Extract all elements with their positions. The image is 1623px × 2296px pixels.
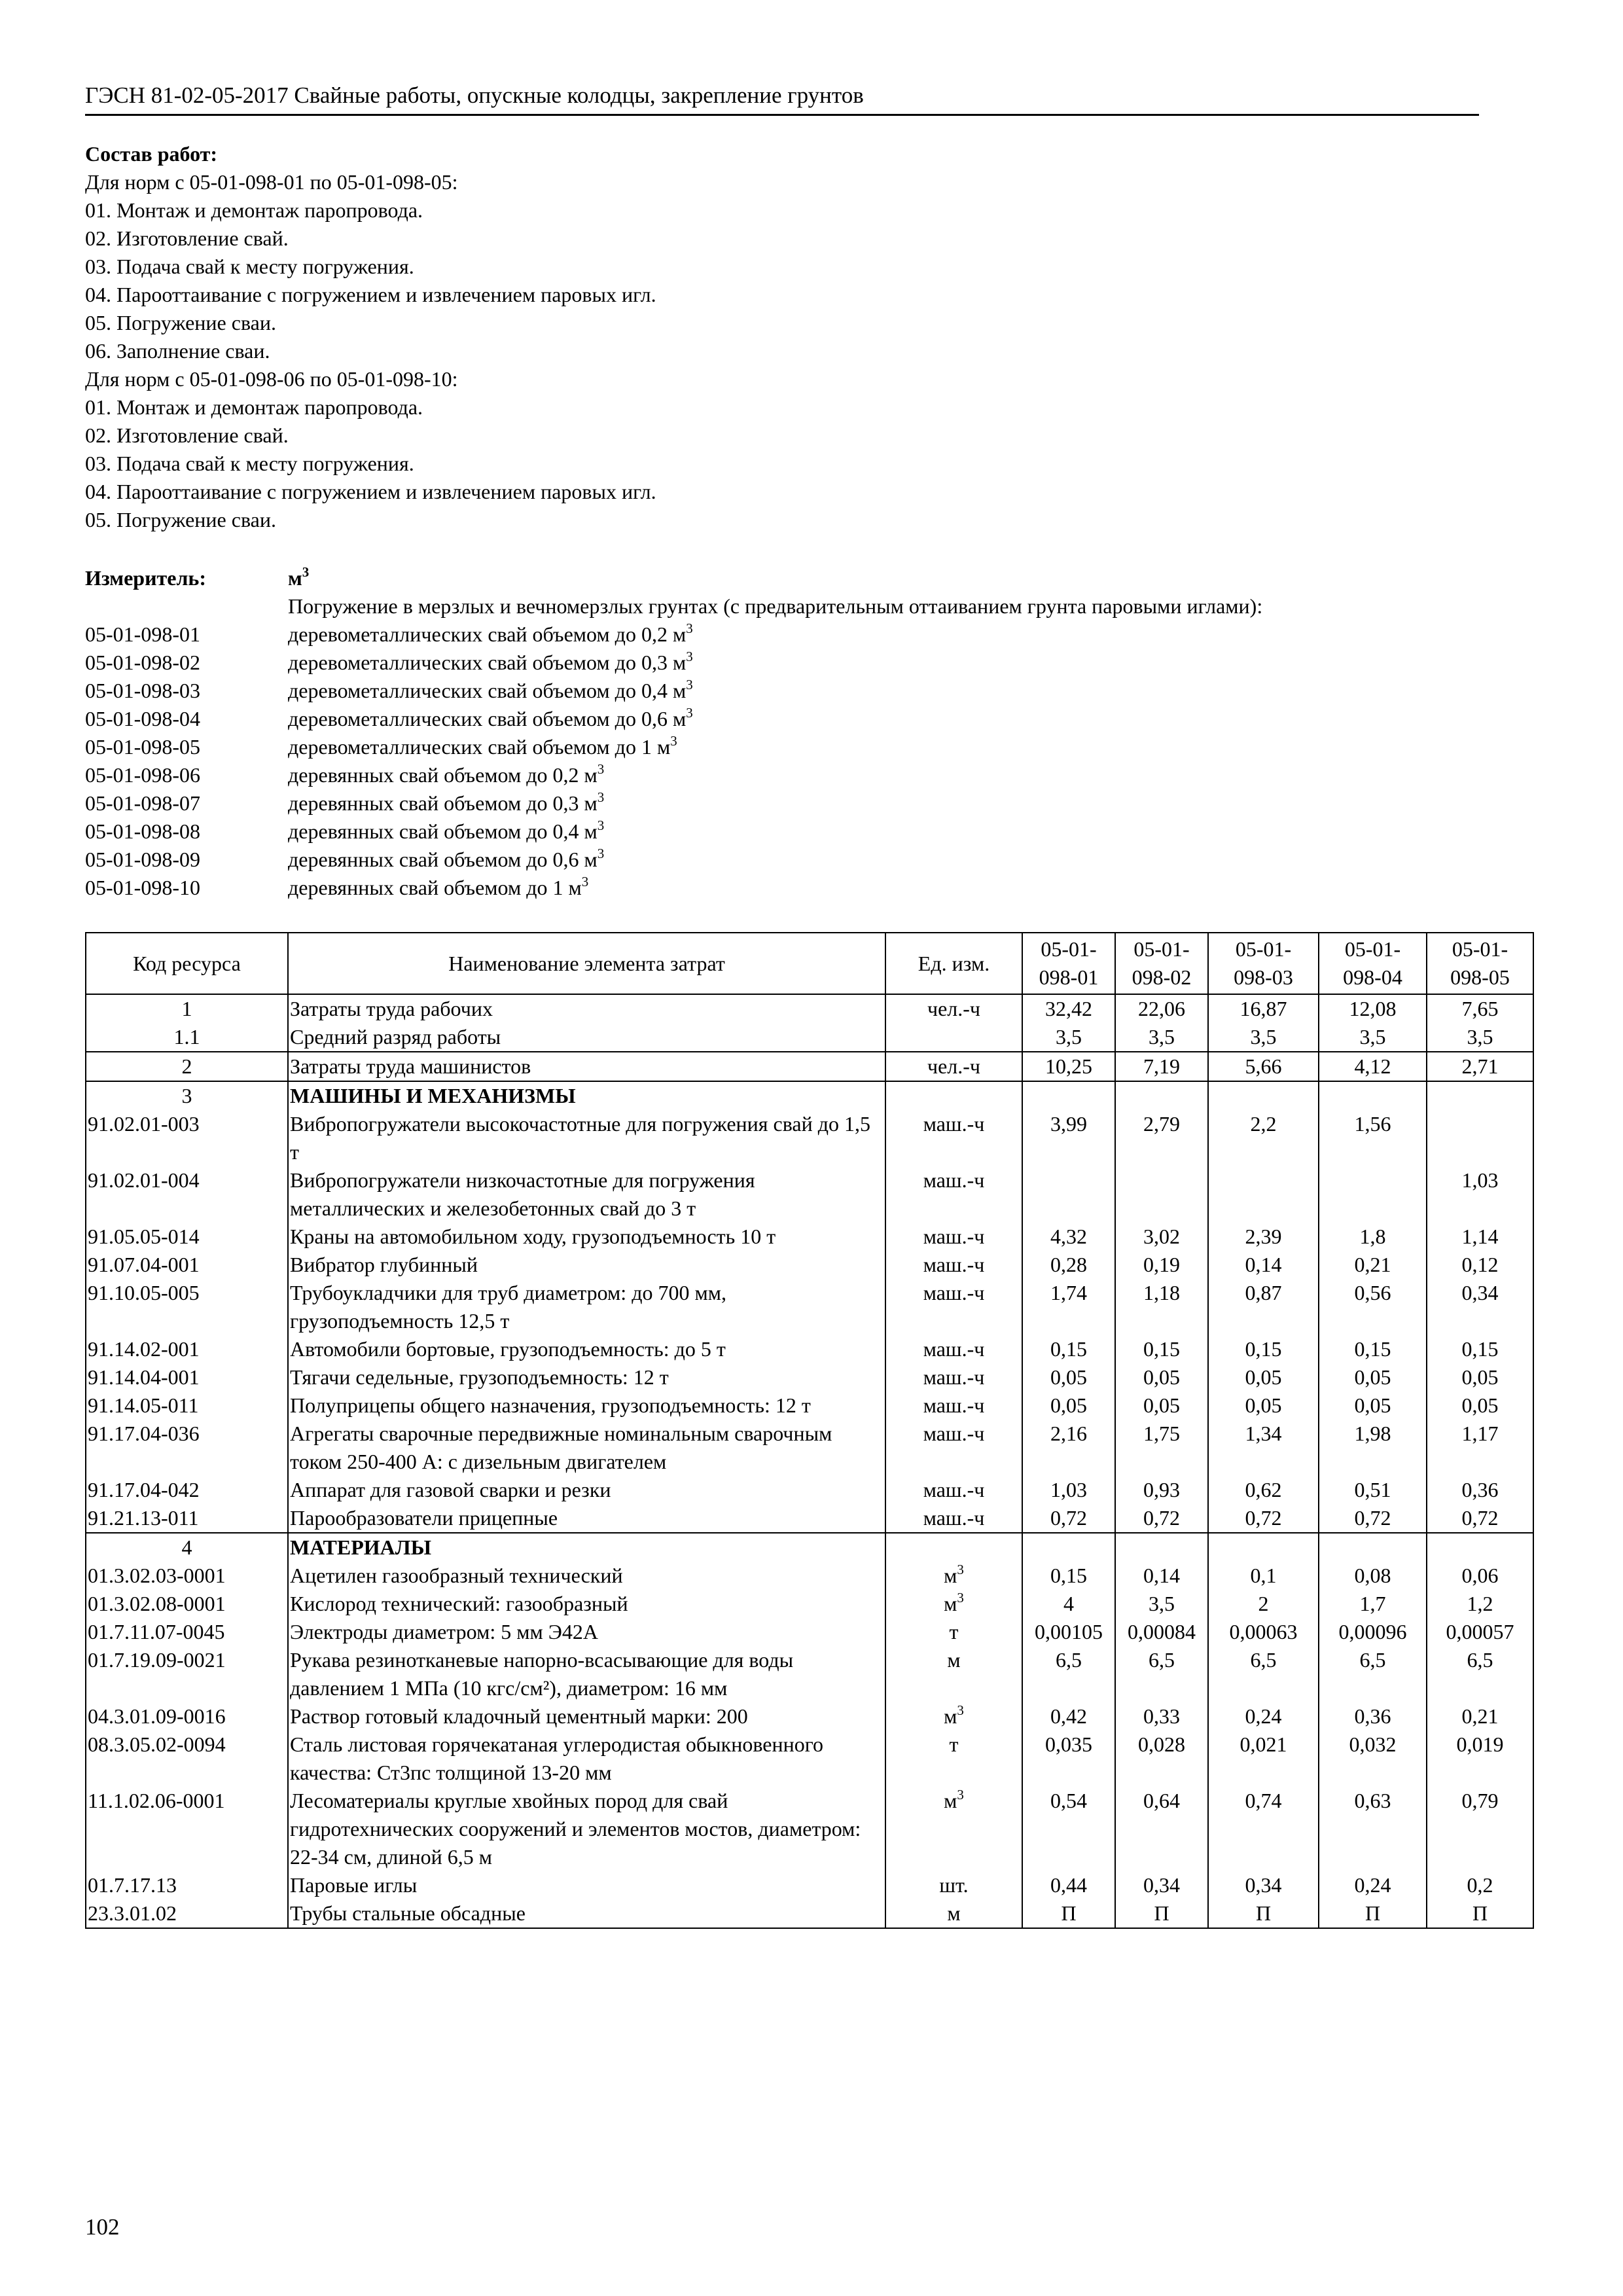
table-row [86, 1052, 1533, 1081]
norm-value [1208, 1533, 1319, 1562]
table-row [86, 1279, 1533, 1335]
norm-value: 16,87 [1208, 994, 1319, 1023]
page-header [85, 77, 1479, 116]
norm-value: 1,74 [1022, 1279, 1115, 1335]
norm-value: 0,87 [1208, 1279, 1319, 1335]
norm-value: 0,05 [1319, 1363, 1427, 1391]
norm-value: 0,21 [1427, 1702, 1533, 1731]
norm-value: 6,5 [1319, 1646, 1427, 1702]
table-row [86, 1335, 1533, 1363]
resource-code: 04.3.01.09-0016 [86, 1702, 288, 1731]
resource-code: 91.02.01-004 [86, 1166, 288, 1223]
composition-line: 05. Погружение сваи. [85, 508, 276, 531]
page-number: 102 [85, 2214, 120, 2240]
composition-line: 05. Погружение сваи. [85, 311, 276, 334]
norm-value: 0,05 [1115, 1391, 1208, 1420]
norm-value: 6,5 [1022, 1646, 1115, 1702]
norm-value: 32,42 [1022, 994, 1115, 1023]
measure-items [85, 620, 1486, 902]
resource-code: 91.17.04-042 [86, 1476, 288, 1504]
resource-code: 3 [86, 1081, 288, 1110]
composition-line: 03. Подача свай к месту погружения. [85, 255, 414, 278]
resource-code: 91.17.04-036 [86, 1420, 288, 1476]
norm-value: 1,8 [1319, 1223, 1427, 1251]
norm-value: 0,19 [1115, 1251, 1208, 1279]
norm-value: 0,15 [1115, 1335, 1208, 1363]
norm-value: П [1022, 1899, 1115, 1928]
measure-item [85, 620, 1486, 649]
norm-value: 1,75 [1115, 1420, 1208, 1476]
header-name: Наименование элемента затрат [288, 933, 885, 994]
table-row [86, 1618, 1533, 1646]
header-norm: 05-01- 098-02 [1115, 933, 1208, 994]
resource-code: 08.3.05.02-0094 [86, 1731, 288, 1787]
norm-value: 1,18 [1115, 1279, 1208, 1335]
resource-code: 91.14.04-001 [86, 1363, 288, 1391]
resource-code: 91.10.05-005 [86, 1279, 288, 1335]
resource-table [85, 932, 1534, 1929]
resource-name: Раствор готовый кладочный цементный марки: 200 [288, 1702, 885, 1731]
norm-value: 7,19 [1115, 1052, 1208, 1081]
resource-name: Электроды диаметром: 5 мм Э42А [288, 1618, 885, 1646]
measure-item [85, 817, 1486, 846]
norm-value: 12,08 [1319, 994, 1427, 1023]
resource-name: Сталь листовая горячекатаная углеродистая обыкновенного качества: Ст3пс толщиной 13-20 мм [288, 1731, 885, 1787]
resource-name: Кислород технический: газообразный [288, 1590, 885, 1618]
norm-value: 0,05 [1022, 1391, 1115, 1420]
norm-value: 6,5 [1208, 1646, 1319, 1702]
composition-title: Состав работ: [85, 142, 218, 166]
norm-value [1427, 1110, 1533, 1166]
norm-value: 0,34 [1208, 1871, 1319, 1899]
norm-value: 0,34 [1115, 1871, 1208, 1899]
table-row [86, 1420, 1533, 1476]
header-norm: 05-01- 098-01 [1022, 933, 1115, 994]
norm-value [1319, 1533, 1427, 1562]
resource-unit: м [885, 1899, 1022, 1928]
norm-value: 0,019 [1427, 1731, 1533, 1787]
norm-value: 0,33 [1115, 1702, 1208, 1731]
composition-line: 01. Монтаж и демонтаж паропровода. [85, 198, 423, 222]
norm-value: 1,17 [1427, 1420, 1533, 1476]
resource-name: Вибропогружатели высокочастотные для погружения свай до 1,5 т [288, 1110, 885, 1166]
norm-value: 0,05 [1427, 1391, 1533, 1420]
norm-value: 0,62 [1208, 1476, 1319, 1504]
norm-code: 05-01-098-09 [85, 848, 200, 871]
resource-unit: чел.-ч [885, 994, 1022, 1023]
norm-value: 0,05 [1022, 1363, 1115, 1391]
resource-unit [885, 1023, 1022, 1052]
resource-name: МАШИНЫ И МЕХАНИЗМЫ [288, 1081, 885, 1110]
norm-value: 5,66 [1208, 1052, 1319, 1081]
header-title: ГЭСН 81-02-05-2017 Свайные работы, опускные колодцы, закрепление грунтов [85, 82, 864, 108]
norm-value: 4,32 [1022, 1223, 1115, 1251]
table-row [86, 1899, 1533, 1928]
resource-unit: т [885, 1731, 1022, 1787]
norm-value: 0,00096 [1319, 1618, 1427, 1646]
norm-value: 3,5 [1427, 1023, 1533, 1052]
norm-value: 3,99 [1022, 1110, 1115, 1166]
resource-unit: $м^3$ [885, 1590, 1022, 1618]
composition-line: Для норм с 05-01-098-06 по 05-01-098-10: [85, 367, 458, 391]
resource-name: Полуприцепы общего назначения, грузоподъемность: 12 т [288, 1391, 885, 1420]
resource-unit: маш.-ч [885, 1223, 1022, 1251]
resource-name: Затраты труда рабочих [288, 994, 885, 1023]
norm-value: 0,24 [1208, 1702, 1319, 1731]
norm-value: 0,56 [1319, 1279, 1427, 1335]
table-row [86, 1590, 1533, 1618]
norm-value: 3,5 [1022, 1023, 1115, 1052]
norm-value: 1,34 [1208, 1420, 1319, 1476]
norm-value: 3,5 [1115, 1023, 1208, 1052]
norm-value [1427, 1533, 1533, 1562]
norm-value: 1,03 [1427, 1166, 1533, 1223]
resource-name: Краны на автомобильном ходу, грузоподъемность 10 т [288, 1223, 885, 1251]
header-unit: Ед. изм. [885, 933, 1022, 994]
norm-value: 0,64 [1115, 1787, 1208, 1871]
resource-unit: $м^3$ [885, 1787, 1022, 1871]
norm-value: 1,03 [1022, 1476, 1115, 1504]
table-row [86, 1702, 1533, 1731]
resource-name: МАТЕРИАЛЫ [288, 1533, 885, 1562]
norm-value: 10,25 [1022, 1052, 1115, 1081]
measure-item [85, 789, 1486, 817]
resource-name: Агрегаты сварочные передвижные номинальным сварочным током 250-400 А: с дизельным двигателем [288, 1420, 885, 1476]
resource-name: Трубы стальные обсадные [288, 1899, 885, 1928]
norm-description: деревянных свай объемом до 0,3 $м^3$ [288, 789, 605, 815]
composition-line: 02. Изготовление свай. [85, 226, 289, 250]
resource-unit: маш.-ч [885, 1363, 1022, 1391]
norm-value [1208, 1166, 1319, 1223]
norm-description: деревометаллических свай объемом до 0,3 $м^3$ [288, 649, 693, 674]
norm-code: 05-01-098-03 [85, 679, 200, 702]
norm-value: 0,15 [1022, 1562, 1115, 1590]
norm-value: 1,2 [1427, 1590, 1533, 1618]
norm-value: 0,74 [1208, 1787, 1319, 1871]
norm-value: 0,12 [1427, 1251, 1533, 1279]
resource-name: Рукава резинотканевые напорно-всасывающие для воды давлением 1 МПа (10 кгс/см²), диаметром: 16 мм [288, 1646, 885, 1702]
measure-unit: $м^3$ [288, 564, 310, 590]
resource-code: 91.02.01-003 [86, 1110, 288, 1166]
resource-name: Вибратор глубинный [288, 1251, 885, 1279]
norm-value: 0,05 [1208, 1391, 1319, 1420]
resource-code: 4 [86, 1533, 288, 1562]
norm-value: 0,00084 [1115, 1618, 1208, 1646]
norm-value: 0,15 [1208, 1335, 1319, 1363]
table-row [86, 1476, 1533, 1504]
resource-code: 01.3.02.03-0001 [86, 1562, 288, 1590]
resource-unit: маш.-ч [885, 1279, 1022, 1335]
norm-value [1115, 1533, 1208, 1562]
resource-code: 91.14.02-001 [86, 1335, 288, 1363]
table-row [86, 1562, 1533, 1590]
resource-code: 11.1.02.06-0001 [86, 1787, 288, 1871]
norm-value: 0,14 [1208, 1251, 1319, 1279]
resource-unit: т [885, 1618, 1022, 1646]
resource-name: Затраты труда машинистов [288, 1052, 885, 1081]
resource-name: Трубоукладчики для труб диаметром: до 700 мм, грузоподъемность 12,5 т [288, 1279, 885, 1335]
measure-item [85, 649, 1486, 677]
norm-description: деревометаллических свай объемом до 0,2 $м^3$ [288, 620, 693, 646]
norm-value: 0,15 [1319, 1335, 1427, 1363]
table-row [86, 1023, 1533, 1052]
norm-value [1022, 1533, 1115, 1562]
norm-value: 0,2 [1427, 1871, 1533, 1899]
norm-value: 2,39 [1208, 1223, 1319, 1251]
norm-value: 0,028 [1115, 1731, 1208, 1787]
resource-code: 91.07.04-001 [86, 1251, 288, 1279]
resource-unit [885, 1081, 1022, 1110]
norm-value: 0,00063 [1208, 1618, 1319, 1646]
table-row [86, 1363, 1533, 1391]
norm-value: 0,05 [1115, 1363, 1208, 1391]
table-row [86, 1646, 1533, 1702]
measure-item [85, 846, 1486, 874]
composition-line: 03. Подача свай к месту погружения. [85, 452, 414, 475]
norm-code: 05-01-098-10 [85, 876, 200, 899]
resource-unit: маш.-ч [885, 1504, 1022, 1533]
measure-block [85, 564, 1486, 902]
measure-item [85, 761, 1486, 789]
norm-value: 3,02 [1115, 1223, 1208, 1251]
table-row [86, 1081, 1533, 1110]
norm-description: деревянных свай объемом до 0,6 $м^3$ [288, 846, 605, 871]
resource-unit: маш.-ч [885, 1476, 1022, 1504]
table-row [86, 1787, 1533, 1871]
norm-value: 0,63 [1319, 1787, 1427, 1871]
measure-item [85, 874, 1486, 902]
resource-code: 91.05.05-014 [86, 1223, 288, 1251]
norm-value: 0,05 [1319, 1391, 1427, 1420]
resource-unit: $м^3$ [885, 1702, 1022, 1731]
composition-line: 02. Изготовление свай. [85, 423, 289, 447]
resource-unit: маш.-ч [885, 1335, 1022, 1363]
norm-value: П [1115, 1899, 1208, 1928]
resource-name: Парообразователи прицепные [288, 1504, 885, 1533]
resource-name: Средний разряд работы [288, 1023, 885, 1052]
norm-value [1427, 1081, 1533, 1110]
composition-line: Для норм с 05-01-098-01 по 05-01-098-05: [85, 170, 458, 194]
resource-name: Паровые иглы [288, 1871, 885, 1899]
norm-value: 0,14 [1115, 1562, 1208, 1590]
table-row [86, 1223, 1533, 1251]
norm-value: 0,36 [1319, 1702, 1427, 1731]
resource-code: 23.3.01.02 [86, 1899, 288, 1928]
norm-value: 4,12 [1319, 1052, 1427, 1081]
norm-value: 2,79 [1115, 1110, 1208, 1166]
norm-value: 0,21 [1319, 1251, 1427, 1279]
resource-unit: маш.-ч [885, 1166, 1022, 1223]
norm-description: деревянных свай объемом до 1 $м^3$ [288, 874, 589, 899]
norm-value: 3,5 [1319, 1023, 1427, 1052]
measure-item [85, 705, 1486, 733]
header-norm: 05-01- 098-03 [1208, 933, 1319, 994]
table-row [86, 1871, 1533, 1899]
norm-value: 0,54 [1022, 1787, 1115, 1871]
work-composition [85, 140, 1459, 534]
norm-description: деревянных свай объемом до 0,2 $м^3$ [288, 761, 605, 787]
measure-item [85, 733, 1486, 761]
norm-value: 22,06 [1115, 994, 1208, 1023]
norm-value: 0,15 [1022, 1335, 1115, 1363]
resource-unit: маш.-ч [885, 1391, 1022, 1420]
resource-code: 1.1 [86, 1023, 288, 1052]
norm-value: 0,00105 [1022, 1618, 1115, 1646]
composition-line: 06. Заполнение сваи. [85, 339, 270, 363]
header-norm: 05-01- 098-04 [1319, 933, 1427, 994]
norm-value: 4 [1022, 1590, 1115, 1618]
norm-value: 0,42 [1022, 1702, 1115, 1731]
norm-description: деревометаллических свай объемом до 0,6 $м^3$ [288, 705, 693, 730]
resource-name: Тягачи седельные, грузоподъемность: 12 т [288, 1363, 885, 1391]
norm-code: 05-01-098-01 [85, 622, 200, 646]
norm-value: 6,5 [1115, 1646, 1208, 1702]
norm-value: 0,00057 [1427, 1618, 1533, 1646]
norm-value: 1,98 [1319, 1420, 1427, 1476]
resource-unit: маш.-ч [885, 1420, 1022, 1476]
norm-value: П [1427, 1899, 1533, 1928]
resource-unit: чел.-ч [885, 1052, 1022, 1081]
norm-value: 0,79 [1427, 1787, 1533, 1871]
norm-value: 0,24 [1319, 1871, 1427, 1899]
measure-item [85, 677, 1486, 705]
norm-value: 7,65 [1427, 994, 1533, 1023]
norm-value: 0,51 [1319, 1476, 1427, 1504]
norm-value: 6,5 [1427, 1646, 1533, 1702]
norm-value: 0,28 [1022, 1251, 1115, 1279]
resource-code: 91.14.05-011 [86, 1391, 288, 1420]
norm-value: 0,15 [1427, 1335, 1533, 1363]
table-row [86, 1533, 1533, 1562]
norm-value: 0,035 [1022, 1731, 1115, 1787]
norm-value [1022, 1166, 1115, 1223]
resource-unit: $м^3$ [885, 1562, 1022, 1590]
norm-value: 0,34 [1427, 1279, 1533, 1335]
norm-value: 0,1 [1208, 1562, 1319, 1590]
norm-value: 0,72 [1208, 1504, 1319, 1533]
resource-name: Автомобили бортовые, грузоподъемность: до 5 т [288, 1335, 885, 1363]
norm-value: 0,05 [1427, 1363, 1533, 1391]
norm-value: 0,72 [1115, 1504, 1208, 1533]
norm-code: 05-01-098-06 [85, 763, 200, 787]
norm-value: 0,36 [1427, 1476, 1533, 1504]
norm-value: 0,021 [1208, 1731, 1319, 1787]
measure-label: Измеритель: [85, 566, 206, 590]
resource-name: Аппарат для газовой сварки и резки [288, 1476, 885, 1504]
resource-unit: шт. [885, 1871, 1022, 1899]
norm-value: 1,14 [1427, 1223, 1533, 1251]
norm-code: 05-01-098-05 [85, 735, 200, 759]
norm-value: 1,56 [1319, 1110, 1427, 1166]
resource-unit: маш.-ч [885, 1251, 1022, 1279]
norm-value: 0,032 [1319, 1731, 1427, 1787]
norm-value [1115, 1166, 1208, 1223]
norm-code: 05-01-098-08 [85, 819, 200, 843]
norm-value: 2,2 [1208, 1110, 1319, 1166]
norm-value: 3,5 [1115, 1590, 1208, 1618]
table-row [86, 1251, 1533, 1279]
resource-code: 01.7.17.13 [86, 1871, 288, 1899]
norm-value: 0,72 [1319, 1504, 1427, 1533]
measure-intro: Погружение в мерзлых и вечномерзлых грунтах (с предварительным оттаиванием грунта паровыми иглами): [288, 594, 1263, 618]
norm-value: 0,72 [1427, 1504, 1533, 1533]
resource-unit [885, 1533, 1022, 1562]
resource-code: 01.7.11.07-0045 [86, 1618, 288, 1646]
header-norm: 05-01- 098-05 [1427, 933, 1533, 994]
resource-code: 01.3.02.08-0001 [86, 1590, 288, 1618]
norm-value: 0,08 [1319, 1562, 1427, 1590]
table-row [86, 1731, 1533, 1787]
table-row [86, 1504, 1533, 1533]
norm-value: 0,93 [1115, 1476, 1208, 1504]
resource-name: Вибропогружатели низкочастотные для погружения металлических и железобетонных свай до 3 т [288, 1166, 885, 1223]
composition-line: 01. Монтаж и демонтаж паропровода. [85, 395, 423, 419]
norm-description: деревометаллических свай объемом до 0,4 $м^3$ [288, 677, 693, 702]
norm-value: 0,72 [1022, 1504, 1115, 1533]
norm-value [1022, 1081, 1115, 1110]
norm-value [1115, 1081, 1208, 1110]
table-header-row [86, 933, 1533, 994]
norm-value: 3,5 [1208, 1023, 1319, 1052]
resource-code: 1 [86, 994, 288, 1023]
norm-value: 1,7 [1319, 1590, 1427, 1618]
resource-name: Лесоматериалы круглые хвойных пород для свай гидротехнических сооружений и элементов мостов, диаметром: 22-34 см, длиной 6,5 м [288, 1787, 885, 1871]
table-row [86, 1166, 1533, 1223]
resource-code: 91.21.13-011 [86, 1504, 288, 1533]
norm-code: 05-01-098-04 [85, 707, 200, 730]
norm-value [1319, 1081, 1427, 1110]
header-code: Код ресурса [86, 933, 288, 994]
norm-description: деревометаллических свай объемом до 1 $м^3$ [288, 733, 677, 759]
norm-value: 0,44 [1022, 1871, 1115, 1899]
norm-description: деревянных свай объемом до 0,4 $м^3$ [288, 817, 605, 843]
norm-value: 2,16 [1022, 1420, 1115, 1476]
resource-name: Ацетилен газообразный технический [288, 1562, 885, 1590]
table-row [86, 1110, 1533, 1166]
resource-unit: м [885, 1646, 1022, 1702]
norm-value: П [1319, 1899, 1427, 1928]
norm-value [1208, 1081, 1319, 1110]
norm-code: 05-01-098-07 [85, 791, 200, 815]
composition-line: 04. Парооттаивание с погружением и извлечением паровых игл. [85, 480, 656, 503]
composition-line: 04. Парооттаивание с погружением и извлечением паровых игл. [85, 283, 656, 306]
resource-code: 01.7.19.09-0021 [86, 1646, 288, 1702]
norm-value: П [1208, 1899, 1319, 1928]
norm-value [1319, 1166, 1427, 1223]
norm-code: 05-01-098-02 [85, 651, 200, 674]
norm-value: 2 [1208, 1590, 1319, 1618]
norm-value: 0,05 [1208, 1363, 1319, 1391]
norm-value: 0,06 [1427, 1562, 1533, 1590]
table-row [86, 1391, 1533, 1420]
resource-code: 2 [86, 1052, 288, 1081]
norm-value: 2,71 [1427, 1052, 1533, 1081]
resource-unit: маш.-ч [885, 1110, 1022, 1166]
table-row [86, 994, 1533, 1023]
